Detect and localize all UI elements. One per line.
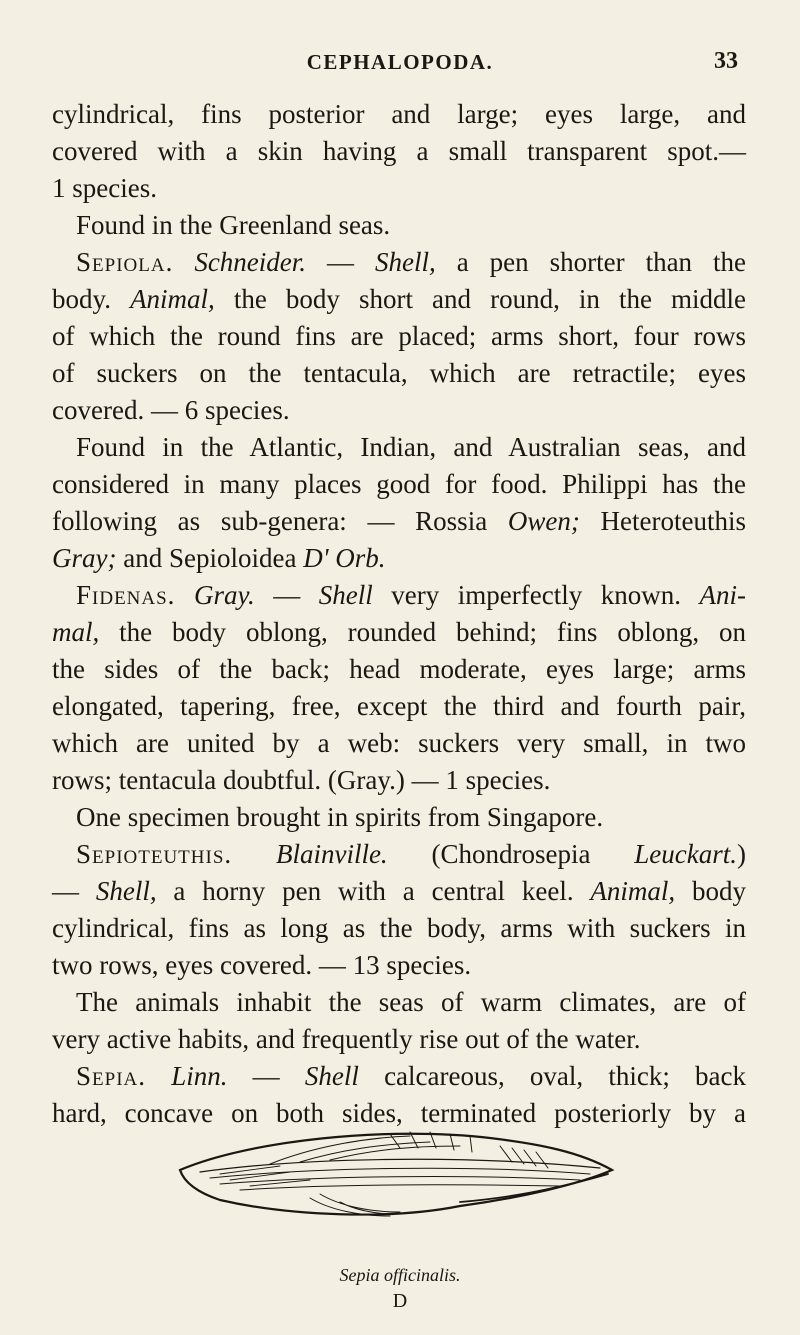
text-line: — Shell, a horny pen with a central keel. Animal, body	[52, 876, 747, 906]
text-line: One specimen brought in spirits from Singapore.	[76, 802, 604, 832]
authority: Linn.	[171, 1061, 228, 1091]
text-line: following as sub-genera: — Rossia Owen; Heteroteuthis	[52, 506, 746, 536]
signature-mark: D	[392, 1290, 408, 1312]
text-line: cylindrical, fins as long as the body, arms with suckers in	[52, 913, 746, 943]
text-line: considered in many places good for food. Philippi has the	[52, 469, 746, 499]
text-line: mal, the body oblong, rounded behind; fins oblong, on	[52, 617, 746, 647]
entry-fidenas: Fidenas. Gray. — Shell very imperfectly known. Ani-	[76, 580, 747, 610]
figure-caption: Sepia officinalis.	[339, 1265, 461, 1285]
text-line: very active habits, and frequently rise out of the water.	[52, 1024, 641, 1054]
genus-name: Sepioteuthis.	[76, 839, 233, 869]
genus-name: Sepiola.	[76, 247, 174, 277]
running-head: CEPHALOPODA.	[306, 50, 494, 74]
text-line: Found in the Atlantic, Indian, and Australian seas, and	[76, 432, 746, 462]
entry-sepioteuthis: Sepioteuthis. Blainville. (Chondrosepia Leuckart.)	[76, 839, 747, 869]
text-line: cylindrical, fins posterior and large; eyes large, and	[52, 99, 746, 129]
body-text	[52, 96, 746, 1132]
sepia-shell-illustration	[160, 1118, 620, 1258]
text-line: Gray; and Sepioloidea D' Orb.	[52, 543, 386, 573]
authority: Schneider.	[194, 247, 307, 277]
authority: Blainville.	[275, 839, 388, 869]
text-line: covered with a skin having a small transparent spot.—	[52, 136, 746, 166]
text-line: body. Animal, the body short and round, in the middle	[52, 284, 746, 314]
genus-name: Sepia.	[76, 1061, 146, 1091]
page-header	[0, 44, 800, 84]
page-number: 33	[714, 48, 738, 74]
text-line: the sides of the back; head moderate, eyes large; arms	[52, 654, 746, 684]
text-line: which are united by a web: suckers very small, in two	[52, 728, 746, 758]
text-line: of which the round fins are placed; arms short, four rows	[52, 321, 746, 351]
text-line: elongated, tapering, free, except the third and fourth pair,	[52, 691, 746, 721]
text-line: covered. — 6 species.	[52, 395, 290, 425]
text-line: hard, concave on both sides, terminated posteriorly by a	[52, 1098, 746, 1128]
entry-sepiola: Sepiola. Schneider. — Shell, a pen shorter than the	[76, 247, 747, 277]
text-line: 1 species.	[52, 173, 157, 203]
text-line: The animals inhabit the seas of warm climates, are of	[76, 987, 746, 1017]
text-line: Found in the Greenland seas.	[76, 210, 391, 240]
authority: Gray.	[193, 580, 255, 610]
entry-sepia: Sepia. Linn. — Shell calcareous, oval, thick; back	[76, 1061, 747, 1091]
text-line: two rows, eyes covered. — 13 species.	[52, 950, 472, 980]
genus-name: Fidenas.	[76, 580, 176, 610]
text-line: rows; tentacula doubtful. (Gray.) — 1 species.	[52, 765, 551, 795]
text-line: of suckers on the tentacula, which are retractile; eyes	[52, 358, 746, 388]
